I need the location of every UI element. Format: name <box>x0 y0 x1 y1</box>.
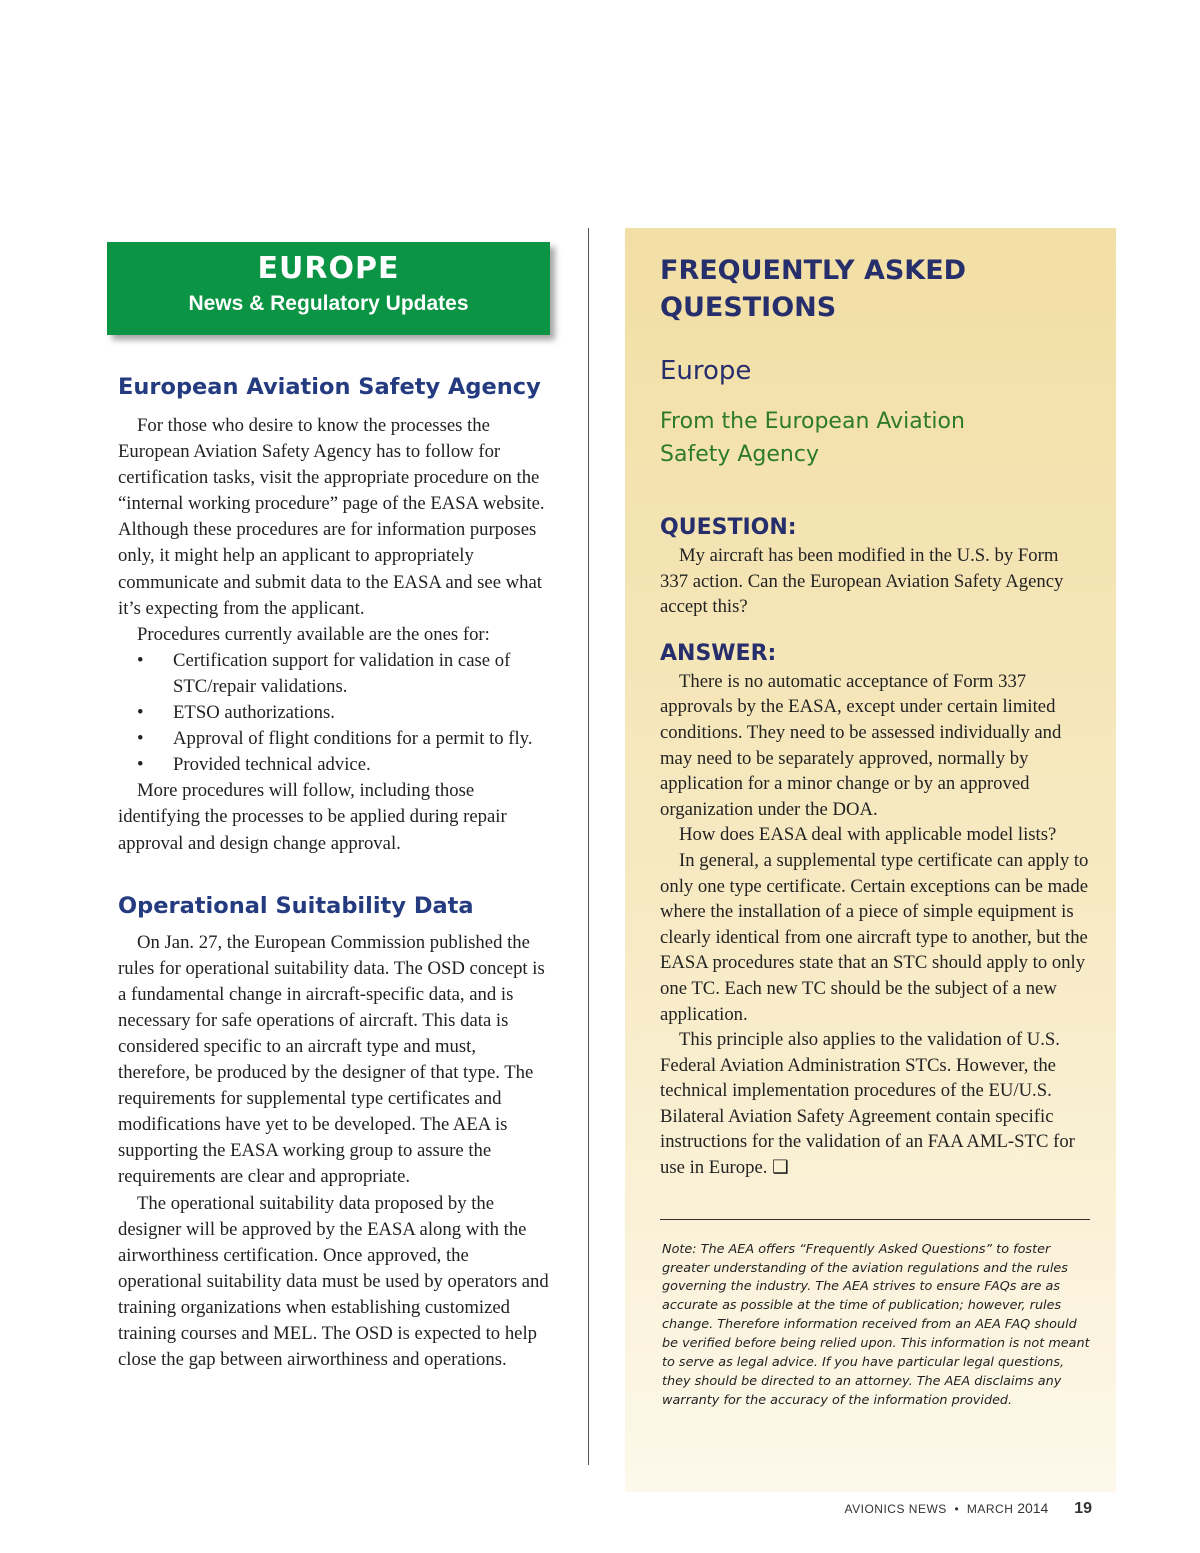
list-item: • Certification support for validation in case of STC/repair validations. <box>137 649 511 697</box>
faq-title: FREQUENTLY ASKED QUESTIONS <box>660 255 967 323</box>
answer-paragraph-3: In general, a supplemental type certificate can apply to only one type certificate. Certain exceptions can be made where the installation of a piece of simple equipment is clearly identical from one aircraft type to another, but the EASA procedures state that an STC should apply to only one TC. Each new TC should be the subject of a new application. <box>660 849 1089 1025</box>
banner-title: EUROPE <box>257 251 400 286</box>
easa-heading: European Aviation Safety Agency <box>118 374 541 400</box>
end-mark-icon: ❑ <box>772 1157 789 1179</box>
answer-label: ANSWER: <box>660 640 777 666</box>
banner-subtitle: News & Regulatory Updates <box>188 292 469 315</box>
osd-paragraph-2: The operational suitability data proposed by the designer will be approved by the EASA along with the airworthiness certification. Once approved, the operational suitability data must be used by operators and training organizations when establishing customized training courses and MEL. The OSD is expected to help close the gap between airworthiness and operations. <box>118 1192 549 1371</box>
note-divider <box>660 1219 1090 1220</box>
faq-sidebar <box>625 228 1116 1492</box>
page-footer <box>845 1500 1092 1518</box>
faq-source: From the European Aviation Safety Agency <box>660 409 965 467</box>
column-divider <box>588 228 589 1465</box>
answer-paragraph-1: There is no automatic acceptance of Form 337 approvals by the EASA, except under certain limited conditions. They need to be assessed individually and may need to be separately approved, normally by application for a minor change or by an approved organization under the DOA. <box>660 670 1062 820</box>
question-text: My aircraft has been modified in the U.S. by Form 337 action. Can the European Aviation Safety Agency accept this? <box>660 545 1064 618</box>
publication-name: AVIONICS NEWS <box>844 1502 947 1516</box>
list-item: • ETSO authorizations. <box>137 702 335 724</box>
easa-paragraph-3: More procedures will follow, including those identifying the processes to be applied during repair approval and design change approval. <box>118 780 507 854</box>
footer-separator: • <box>954 1502 960 1516</box>
faq-region: Europe <box>660 356 752 386</box>
page-number: 19 <box>1074 1500 1092 1517</box>
section-banner <box>107 242 550 335</box>
issue-year: 2014 <box>1017 1500 1049 1516</box>
easa-paragraph-1: For those who desire to know the processes the European Aviation Safety Agency has to follow for certification tasks, visit the appropriate procedure on the “internal working procedure” page of the EASA website. Although these procedures are for information purposes only, it might help an applicant to appropriately communicate and submit data to the EASA and see what it’s expecting from the applicant. <box>118 415 545 619</box>
issue-month: MARCH <box>966 1502 1014 1516</box>
question-label: QUESTION: <box>660 515 797 540</box>
procedure-list <box>118 648 552 778</box>
left-column <box>118 372 552 1373</box>
answer-paragraph-2: How does EASA deal with applicable model lists? <box>679 824 1057 846</box>
easa-paragraph-2: Procedures currently available are the ones for: <box>137 623 490 645</box>
osd-heading: Operational Suitability Data <box>118 892 474 919</box>
list-item: • Approval of flight conditions for a permit to fly. <box>137 728 533 750</box>
disclaimer-note: Note: The AEA offers “Frequently Asked Questions” to foster greater understanding of the aviation regulations and the rules governing the industry. The AEA strives to ensure FAQs are as accurate as possible at the time of publication; however, rules change. Therefore information received from an AEA FAQ should be verified before being relied upon. This information is not meant to serve as legal advice. If you have particular legal questions, they should be directed to an attorney. The AEA disclaims any warranty for the accuracy of the information provided. <box>662 1241 1090 1408</box>
answer-paragraph-4: This principle also applies to the validation of U.S. Federal Aviation Administration STCs. However, the technical implementation procedures of the EU/U.S. Bilateral Aviation Safety Agreement contain specific instructions for the validation of an FAA AML-STC for use in Europe. ❑ <box>660 1029 1075 1179</box>
list-item: • Provided technical advice. <box>137 754 371 776</box>
osd-paragraph-1: On Jan. 27, the European Commission published the rules for operational suitability data. The OSD concept is a fundamental change in aircraft-specific data, and is necessary for safe operations of aircraft. This data is considered specific to an aircraft type and must, therefore, be produced by the designer of that type. The requirements for supplemental type certificates and modifications have yet to be developed. The AEA is supporting the EASA working group to assure the requirements are clear and appropriate. <box>118 931 545 1188</box>
